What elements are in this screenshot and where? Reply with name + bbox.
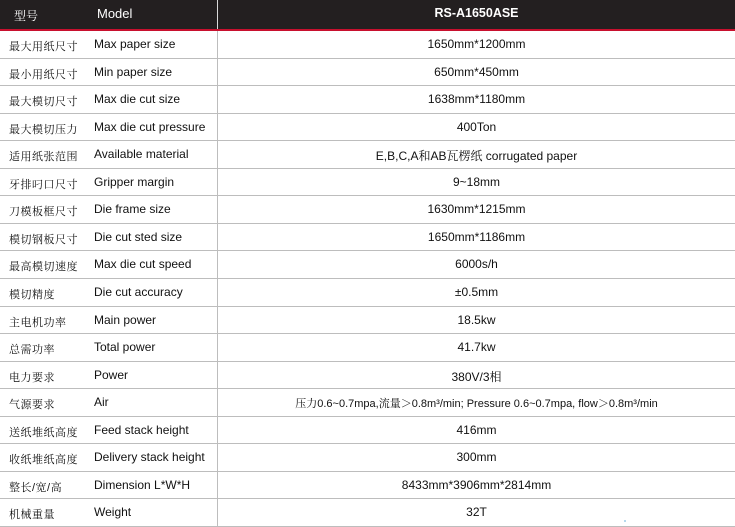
row-value: 400Ton <box>456 119 497 134</box>
table-row <box>0 334 735 362</box>
table-row <box>0 224 735 252</box>
row-label-en: Max paper size <box>94 37 176 51</box>
row-label-en: Air <box>94 395 109 410</box>
row-value: E,B,C,A和AB瓦楞纸 corrugated paper <box>375 149 578 164</box>
row-label-en: Die cut sted size <box>94 229 183 244</box>
row-label-en: Die frame size <box>94 202 171 217</box>
row-label-zh: 气源要求 <box>9 399 55 412</box>
row-label-zh: 机械重量 <box>9 509 55 522</box>
row-label-zh: 最大模切尺寸 <box>9 96 78 109</box>
row-label-zh: 模切钢板尺寸 <box>9 233 78 246</box>
row-label-en: Available material <box>94 147 189 162</box>
row-value: 1638mm*1180mm <box>427 92 526 107</box>
row-value: 416mm <box>456 422 497 437</box>
row-label-en: Gripper margin <box>94 174 175 189</box>
row-label-en: Dimension L*W*H <box>94 477 191 492</box>
row-label-en: Main power <box>94 312 157 327</box>
table-row <box>0 251 735 279</box>
row-value: 1650mm*1200mm <box>427 37 526 51</box>
row-label-en: Total power <box>94 340 156 355</box>
row-label-en: Min paper size <box>94 64 173 79</box>
row-label-zh: 主电机功率 <box>9 316 67 329</box>
decorative-dot <box>624 520 626 522</box>
row-label-zh: 最小用纸尺寸 <box>9 68 78 81</box>
row-label-zh: 最高模切速度 <box>9 261 78 274</box>
table-row <box>0 31 735 59</box>
row-label-zh: 送纸堆纸高度 <box>9 426 78 439</box>
header-model-en: Model <box>97 6 133 21</box>
table-row <box>0 389 735 417</box>
row-label-zh: 模切精度 <box>9 289 55 301</box>
row-value: 650mm*450mm <box>434 64 519 79</box>
row-label-en: Max die cut size <box>94 92 181 107</box>
header-model-value: RS-A1650ASE <box>434 6 519 20</box>
row-value: 9~18mm <box>452 174 501 189</box>
row-label-en: Delivery stack height <box>94 450 205 465</box>
row-value: 1630mm*1215mm <box>427 202 526 217</box>
row-label-zh: 收纸堆纸高度 <box>9 454 78 467</box>
table-row <box>0 499 735 527</box>
row-label-en: Max die cut pressure <box>94 119 206 134</box>
header-model-zh: 型号 <box>14 9 39 23</box>
row-label-zh: 电力要求 <box>9 371 55 384</box>
table-header <box>0 0 735 29</box>
row-label-zh: 刀模板框尺寸 <box>9 206 78 219</box>
table-row <box>0 362 735 390</box>
table-row <box>0 444 735 472</box>
row-value: 8433mm*3906mm*2814mm <box>401 477 552 492</box>
table-row <box>0 196 735 224</box>
row-value: 41.7kw <box>457 340 496 355</box>
row-label-en: Feed stack height <box>94 422 189 437</box>
table-row <box>0 472 735 500</box>
row-value: 压力0.6~0.7mpa,流量＞0.8m³/min; Pressure 0.6~0.7mpa, flow＞0.8m³/min <box>295 398 658 411</box>
row-label-en: Max die cut speed <box>94 257 192 272</box>
row-value: 1650mm*1186mm <box>427 229 526 244</box>
row-label-zh: 总需功率 <box>9 344 55 357</box>
row-label-en: Die cut accuracy <box>94 285 183 299</box>
table-row <box>0 59 735 87</box>
table-row <box>0 114 735 142</box>
table-row <box>0 86 735 114</box>
row-label-zh: 牙排叼口尺寸 <box>9 178 78 191</box>
table-row <box>0 279 735 307</box>
row-label-zh: 整长/宽/高 <box>9 481 63 494</box>
row-label-zh: 最大用纸尺寸 <box>9 41 78 53</box>
row-label-en: Weight <box>94 505 132 520</box>
row-label-zh: 最大模切压力 <box>9 123 78 136</box>
row-label-zh: 适用纸张范围 <box>9 151 78 164</box>
table-row <box>0 169 735 197</box>
row-value: 300mm <box>456 450 497 465</box>
row-value: 380V/3相 <box>451 369 502 384</box>
table-row <box>0 307 735 335</box>
row-value: 6000s/h <box>455 257 498 272</box>
row-value: 18.5kw <box>457 312 496 327</box>
row-label-en: Power <box>94 367 129 382</box>
row-value: ±0.5mm <box>454 285 499 299</box>
row-value: 32T <box>466 505 487 520</box>
table-row <box>0 417 735 445</box>
table-row <box>0 141 735 169</box>
